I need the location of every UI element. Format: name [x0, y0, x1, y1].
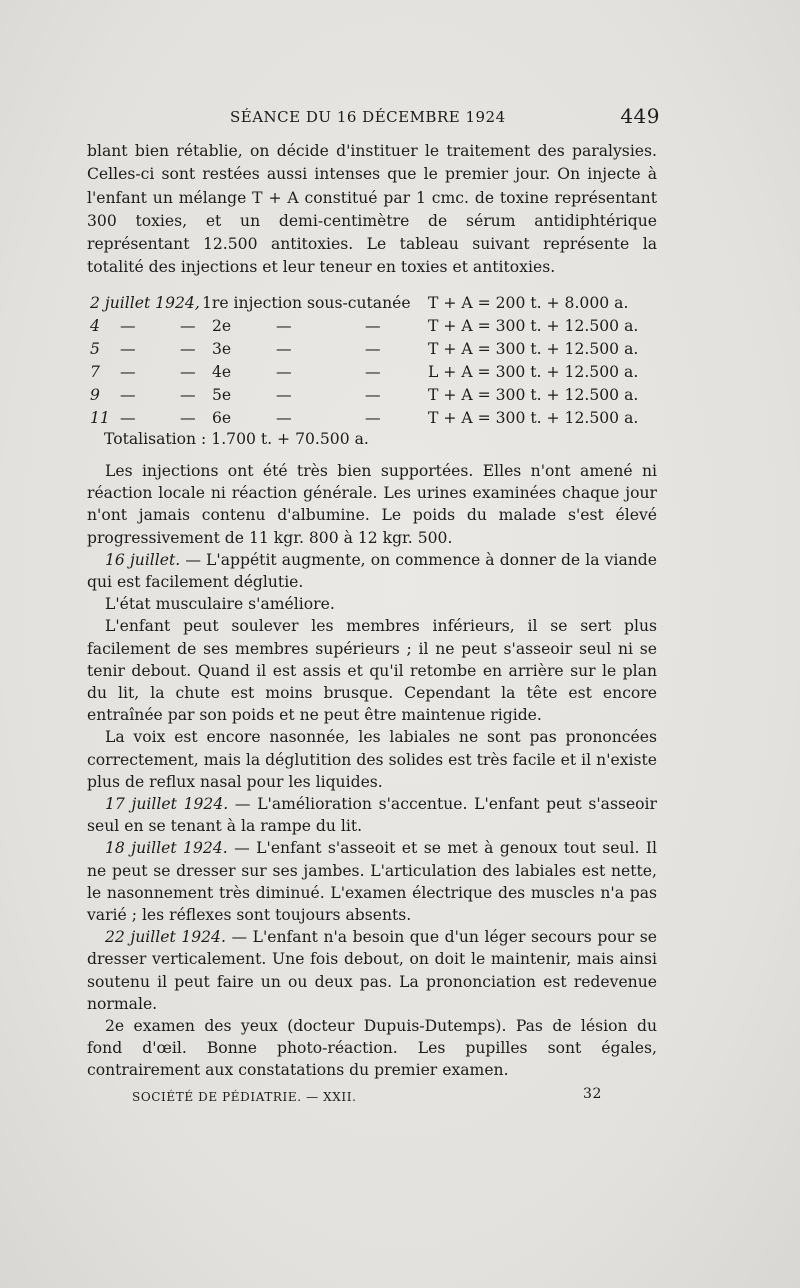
injection-formula: T + A = 300 t. + 12.500 a.	[428, 386, 639, 404]
ditto-mark: —	[365, 363, 381, 381]
totalisation: Totalisation : 1.700 t. + 70.500 a.	[104, 430, 369, 448]
ditto-mark: —	[276, 409, 292, 427]
paragraph	[87, 926, 657, 1015]
paragraph-text: Les injections ont été très bien supportées. Elles n'ont amené ni réaction locale ni réaction générale. Les urines examinées chaque jour n'ont jamais contenu d'albumine. Le poids du malade s'est élevé progressivement de 11 kgr. 800 à 12 kgr. 500.	[87, 462, 657, 547]
intro-section	[87, 140, 657, 280]
injection-formula: T + A = 300 t. + 12.500 a.	[428, 317, 639, 335]
injection-label: 1re injection sous-cutanée	[202, 294, 411, 312]
paragraph-date: 18 juillet 1924.	[105, 839, 228, 858]
signature-number: 32	[582, 1086, 602, 1102]
page-header	[90, 104, 660, 134]
injection-date: 9	[90, 386, 100, 404]
injection-date: 5	[90, 340, 100, 358]
paragraph	[87, 460, 657, 549]
ditto-mark: —	[365, 340, 381, 358]
ditto-mark: —	[180, 386, 196, 404]
ditto-mark: —	[180, 409, 196, 427]
injection-formula: T + A = 200 t. + 8.000 a.	[428, 294, 629, 312]
paragraph-text: — L'amélioration s'accentue. L'enfant peut s'asseoir seul en se tenant à la rampe du lit.	[87, 795, 658, 836]
injection-table	[90, 294, 660, 432]
ditto-mark: —	[365, 317, 381, 335]
ditto-mark: —	[276, 340, 292, 358]
ditto-mark: —	[276, 363, 292, 381]
ditto-mark: —	[276, 386, 292, 404]
paragraph-date: 16 juillet.	[105, 550, 181, 569]
injection-formula: T + A = 300 t. + 12.500 a.	[428, 340, 639, 358]
ditto-mark: —	[120, 340, 136, 358]
ditto-mark: —	[276, 317, 292, 335]
ditto-mark: —	[180, 363, 196, 381]
paragraph-text: La voix est encore nasonnée, les labiales ne sont pas prononcées correctement, mais la déglutition des solides est très facile et il n'existe plus de reflux nasal pour les liquides.	[87, 728, 657, 791]
paragraph-text: L'état musculaire s'améliore.	[105, 595, 335, 614]
injection-row	[90, 294, 660, 317]
paragraph-text: — L'enfant s'asseoit et se met à genoux tout seul. Il ne peut se dresser sur ses jambes. L'articulation des labiales est nette, le nasonnement très diminué. L'examen électrique des muscles n'a pas varié ; les réflexes sont toujours absents.	[87, 839, 658, 925]
paragraph	[87, 726, 657, 793]
ditto-mark: —	[120, 409, 136, 427]
ditto-mark: —	[120, 317, 136, 335]
paragraph	[87, 1015, 657, 1082]
paragraph-text: L'enfant peut soulever les membres inférieurs, il se sert plus facilement de ses membres supérieurs ; il ne peut s'asseoir seul ni se tenir debout. Quand il est assis et qu'il retombe en arrière sur le plan du lit, la chute est moins brusque. Cependant la tête est encore entraînée par son poids et ne peut être maintenue rigide.	[87, 617, 657, 725]
injection-number: 2e	[212, 317, 232, 335]
ditto-mark: —	[180, 317, 196, 335]
paragraph-text: — L'enfant n'a besoin que d'un léger secours pour se dresser verticalement. Une fois debout, on doit le maintenir, mais ainsi soutenu il peut faire un ou deux pas. La prononciation est redevenue normale.	[87, 928, 657, 1013]
injection-row	[90, 317, 660, 340]
injection-number: 4e	[212, 363, 232, 381]
ditto-mark: —	[120, 363, 136, 381]
injection-number: 3e	[212, 340, 232, 358]
main-text	[87, 460, 657, 1082]
injection-date: 7	[90, 363, 100, 381]
page-footer	[132, 1086, 602, 1104]
injection-formula: L + A = 300 t. + 12.500 a.	[428, 363, 639, 381]
ditto-mark: —	[120, 386, 136, 404]
page-number: 449	[620, 104, 660, 128]
injection-formula: T + A = 300 t. + 12.500 a.	[428, 409, 639, 427]
paragraph-text: — L'appétit augmente, on commence à donner de la viande qui est facilement déglutie.	[87, 550, 657, 592]
footer-society: SOCIÉTÉ DE PÉDIATRIE. — XXII.	[132, 1090, 357, 1104]
injection-row	[90, 363, 660, 386]
running-title: SÉANCE DU 16 DÉCEMBRE 1924	[230, 108, 506, 126]
injection-row	[90, 386, 660, 409]
ditto-mark: —	[180, 340, 196, 358]
injection-row	[90, 409, 660, 432]
paragraph	[87, 549, 657, 593]
paragraph	[87, 793, 657, 837]
injection-date: 2 juillet 1924,	[90, 294, 200, 312]
paragraph	[87, 615, 657, 726]
injection-date: 4	[90, 317, 100, 335]
intro-paragraph: blant bien rétablie, on décide d'instituer le traitement des paralysies. Celles-ci sont restées aussi intenses que le premier jour. On injecte à l'enfant un mélange T + A constitué par 1 cmc. de toxine représentant 300 toxies, et un demi-centimètre de sérum antidiphtérique représentant 12.500 antitoxies. Le tableau suivant représente la totalité des injections et leur teneur en toxies et antitoxies.	[87, 142, 657, 277]
paragraph-date: 17 juillet 1924.	[105, 795, 229, 814]
injection-number: 6e	[212, 409, 232, 427]
injection-row	[90, 340, 660, 363]
ditto-mark: —	[365, 409, 381, 427]
injection-number: 5e	[212, 386, 232, 404]
injection-date: 11	[90, 409, 110, 427]
paragraph	[87, 837, 657, 926]
paragraph	[87, 593, 657, 615]
paragraph-date: 22 juillet 1924.	[105, 928, 226, 947]
paragraph-text: 2e examen des yeux (docteur Dupuis-Dutemps). Pas de lésion du fond d'œil. Bonne photo-réaction. Les pupilles sont égales, contrairement aux constatations du premier examen.	[87, 1017, 657, 1080]
ditto-mark: —	[365, 386, 381, 404]
